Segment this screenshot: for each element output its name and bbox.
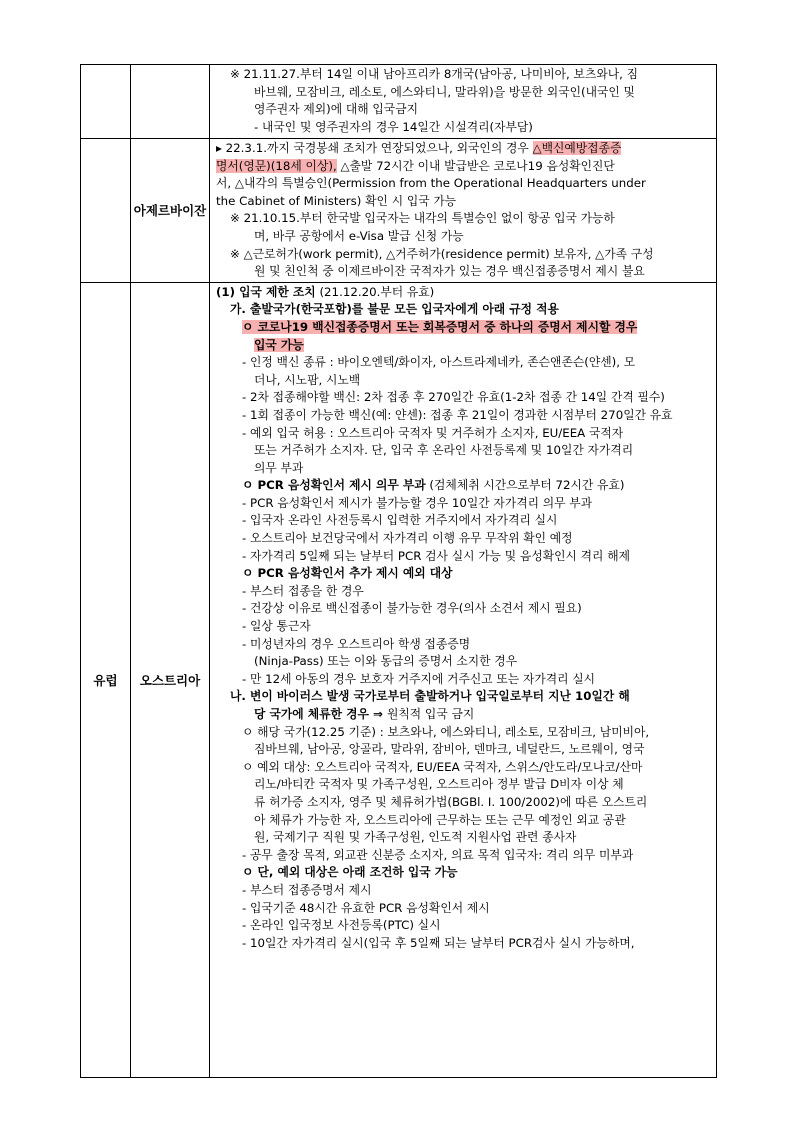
text-line: - 입국기준 48시간 유효한 PCR 음성확인서 제시 — [242, 900, 490, 915]
text-line: 영주권자 제외)에 대해 입국금지 — [254, 102, 418, 117]
text-line: - 2차 접종해야할 백신: 2차 접종 후 270일간 유효(1-2차 접종 간 14일 간격 필수) — [242, 390, 665, 405]
text-line: 더나, 시노팜, 시노백 — [254, 372, 361, 387]
text-line: - 일상 통근자 — [242, 619, 311, 634]
highlighted-text: ㅇ 코로나19 백신접종증명서 또는 회복증명서 중 하나의 증명서 제시할 경우 — [242, 319, 638, 334]
text-line: 며, 바쿠 공항에서 e-Visa 발급 신청 가능 — [254, 228, 464, 243]
country-cell-blank — [131, 65, 210, 139]
text-line: - 부스터 접종을 한 경우 — [242, 583, 364, 598]
text-line: - 미성년자의 경우 오스트리아 학생 접종증명 — [242, 636, 471, 651]
text-line: - 만 12세 아동의 경우 보호자 거주지에 거주신고 또는 자가격리 실시 — [242, 671, 596, 686]
text-line — [216, 319, 711, 337]
text-line: - 공무 출장 목적, 외교관 신분증 소지자, 의료 목적 입국자: 격리 의무 미부과 — [242, 847, 634, 862]
text-line: 명서(영문)(18세 이상), △출발 72시간 이내 발급받은 코로나19 음성확인진단 — [216, 158, 615, 173]
table-row-azerbaijan — [81, 139, 717, 283]
entry-restrictions-table — [80, 64, 717, 1078]
azerbaijan-content-cell — [210, 139, 717, 283]
region-name-europe: 유럽 — [81, 282, 131, 1077]
region-cell-blank — [81, 139, 131, 283]
country-name-austria: 오스트리아 — [131, 282, 210, 1077]
subsection-heading: 나. 변이 바이러스 발생 국가로부터 출발하거나 입국일로부터 지난 10일간 해 — [230, 689, 630, 704]
text-line: ㅇ PCR 음성확인서 제시 의무 부과 (검체체취 시간으로부터 72시간 유효) — [242, 478, 625, 493]
text-line: - 부스터 접종증명서 제시 — [242, 882, 372, 897]
text-line: - 인정 백신 종류 : 바이오엔텍/화이자, 아스트라제네카, 존슨앤존슨(얀센), 모 — [242, 355, 636, 370]
text-line: ▸ 22.3.1.까지 국경봉쇄 조치가 연장되었으나, 외국인의 경우 △백신예방접종증 — [216, 141, 622, 155]
text-line: ※ 21.11.27.부터 14일 이내 남아프리카 8개국(남아공, 나미비아, 보츠와나, 짐 — [230, 67, 639, 81]
section-heading: (1) 입국 제한 조치 (21.12.20.부터 유효) — [216, 284, 435, 299]
text-line: - 건강상 이유로 백신접종이 불가능한 경우(의사 소견서 제시 필요) — [242, 601, 582, 616]
subsection-heading: 가. 출발국가(한국포함)를 불문 모든 입국자에게 아래 규정 적용 — [230, 302, 559, 317]
text-line: - PCR 음성확인서 제시가 불가능할 경우 10일간 자가격리 의무 부과 — [242, 495, 593, 510]
previous-content-cell — [210, 65, 717, 139]
text-line: 원, 국제기구 직원 및 가족구성원, 인도적 지원사업 관련 종사자 — [254, 830, 577, 845]
highlighted-text: 입국 가능 — [254, 337, 304, 352]
table-row-austria — [81, 282, 717, 1077]
highlighted-text: 명서(영문)(18세 이상), — [216, 158, 337, 173]
text-line: 류 허가증 소지자, 영주 및 체류허가법(BGBl. I. 100/2002)에 따른 오스트리 — [254, 794, 648, 809]
text-line: ㅇ 단, 예외 대상은 아래 조건하 입국 가능 — [242, 865, 458, 880]
text-line — [216, 337, 711, 355]
text-line: - 오스트리아 보건당국에서 자가격리 이행 유무 무작위 확인 예정 — [242, 531, 573, 546]
text-line: 짐바브웨, 남아공, 앙골라, 말라위, 잠비아, 덴마크, 네덜란드, 노르웨이, 영국 — [254, 742, 645, 757]
table-row-previous — [81, 65, 717, 139]
text-line: (Ninja-Pass) 또는 이와 동급의 증명서 소지한 경우 — [254, 654, 518, 669]
text-line: 당 국가에 체류한 경우 ⇒ 원칙적 입국 금지 — [254, 707, 475, 721]
country-name-azerbaijan: 아제르바이잔 — [131, 139, 210, 283]
highlighted-text: △백신예방접종증 — [532, 141, 622, 155]
text-line: - 내국인 및 영주권자의 경우 14일간 시설격리(자부담) — [254, 119, 533, 134]
text-line: 서, △내각의 특별승인(Permission from the Operational Headquarters under — [216, 176, 646, 191]
text-line: the Cabinet of Ministers) 확인 시 입국 가능 — [216, 193, 457, 208]
text-line: 또는 거주허가 소지자. 단, 입국 후 온라인 사전등록제 및 10일간 자가격리 — [254, 443, 634, 458]
text-line: ㅇ 해당 국가(12.25 기준) : 보츠와나, 에스와티니, 레소토, 모잠비크, 남미비아, — [242, 724, 650, 739]
text-line: ㅇ PCR 음성확인서 추가 제시 예외 대상 — [242, 566, 453, 581]
austria-content-cell — [210, 282, 717, 1077]
text-line: 바브웨, 모잠비크, 레소토, 에스와티니, 말라위)을 방문한 외국인(내국인 및 — [254, 84, 635, 99]
text-line: ㅇ 예외 대상: 오스트리아 국적자, EU/EEA 국적자, 스위스/안도라/모나코/산마 — [242, 759, 643, 774]
text-line: - 예외 입국 허용 : 오스트리아 국적자 및 거주허가 소지자, EU/EEA 국적자 — [242, 425, 624, 440]
text-line: - 1회 접종이 가능한 백신(예: 얀센): 접종 후 21일이 경과한 시점부터 270일간 유효 — [242, 407, 673, 422]
text-line: 아 체류가 가능한 자, 오스트리아에 근무하는 또는 근무 예정인 외교 공관 — [254, 812, 626, 827]
text-line: - 자가격리 5일째 되는 날부터 PCR 검사 실시 가능 및 음성확인시 격리 해제 — [242, 548, 630, 563]
text-line: ※ △근로허가(work permit), △거주허가(residence permit) 보유자, △가족 구성 — [230, 246, 654, 261]
text-line: - 입국자 온라인 사전등록시 입력한 거주지에서 자가격리 실시 — [242, 513, 558, 528]
text-line: ※ 21.10.15.부터 한국발 입국자는 내각의 특별승인 없이 항공 입국 가능하 — [230, 211, 615, 226]
text-line: - 온라인 입국정보 사전등록(PTC) 실시 — [242, 918, 441, 933]
region-cell-blank — [81, 65, 131, 139]
text-line: 원 및 친인척 중 이제르바이잔 국적자가 있는 경우 백신접종증명서 제시 불요 — [254, 264, 645, 279]
text-line: - 10일간 자가격리 실시(입국 후 5일째 되는 날부터 PCR검사 실시 가능하며, — [242, 935, 635, 950]
text-line: 리노/바티칸 국적자 및 가족구성원, 오스트리아 정부 발급 D비자 이상 체 — [254, 777, 624, 792]
text-line: 의무 부과 — [254, 460, 304, 475]
